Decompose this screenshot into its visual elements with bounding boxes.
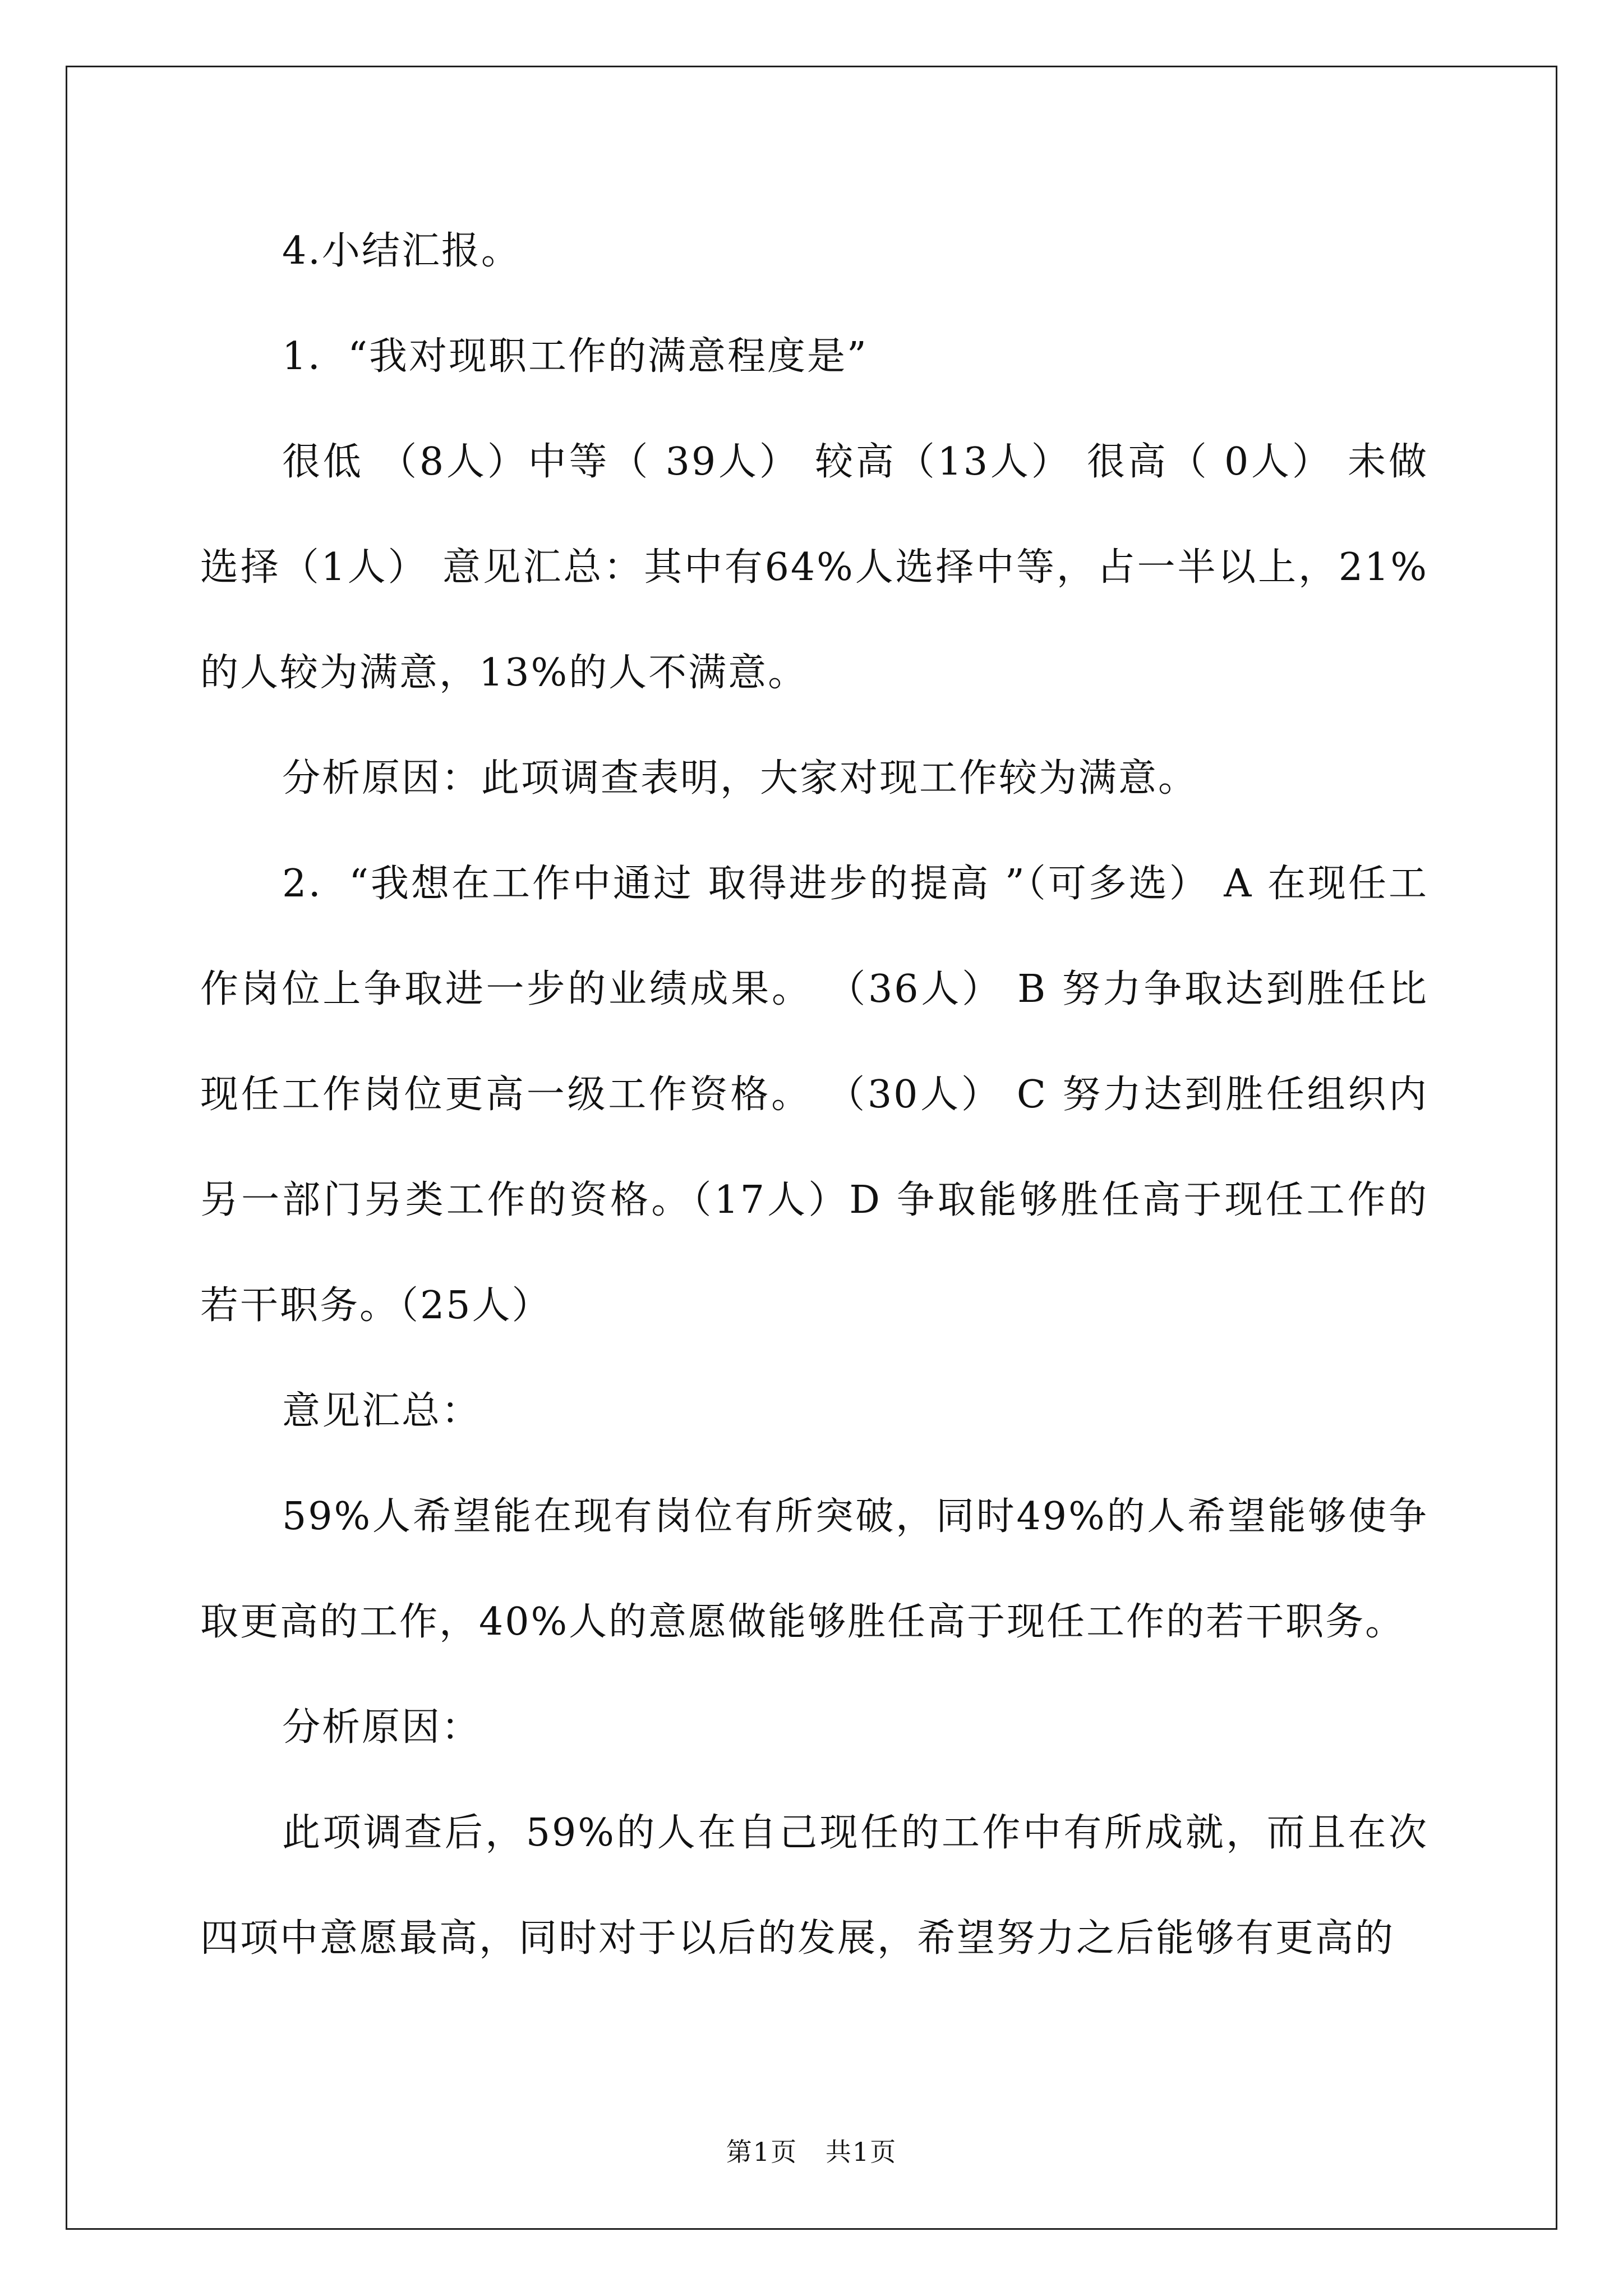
opinion-summary-label: 意见汇总： <box>282 1389 482 1433</box>
question-1: 1．“我对现职工作的满意程度是” <box>282 334 868 379</box>
document-body <box>200 199 1428 1991</box>
question-1-analysis: 分析原因：此项调查表明，大家对现工作较为满意。 <box>282 756 1198 800</box>
analysis-text: 此项调查后，59%的人在自己现任的工作中有所成就，而且在次四项中意愿最高，同时对于以后的发展，希望努力之后能够有更高的 <box>200 1811 1428 1961</box>
page-footer: 第1页 共1页 <box>726 2137 897 2167</box>
opinion-summary-text: 59%人希望能在现有岗位有所突破，同时49%的人希望能够使争取更高的工作，40%人的意愿做能够胜任高于现任工作的若干职务。 <box>200 1494 1428 1644</box>
question-1-results: 很低 （8人）中等（ 39人） 较高（13人） 很高（ 0人） 未做选择（1人） 意见汇总：其中有64%人选择中等，占一半以上，21%的人较为满意，13%的人不满意。 <box>200 440 1428 695</box>
analysis-label: 分析原因： <box>282 1705 482 1750</box>
summary-heading: 4.小结汇报。 <box>282 229 521 273</box>
question-2: 2．“我想在工作中通过 取得进步的提高 ”（可多选） A 在现任工作岗位上争取进一步的业绩成果。 （36人） B 努力争取达到胜任比现任工作岗位更高一级工作资格。 （30人） C 努力达到胜任组织内另一部门另类工作的资格。（17人）D 争取能够胜任高于现任工作的若干职务。（25人） <box>200 862 1428 1328</box>
